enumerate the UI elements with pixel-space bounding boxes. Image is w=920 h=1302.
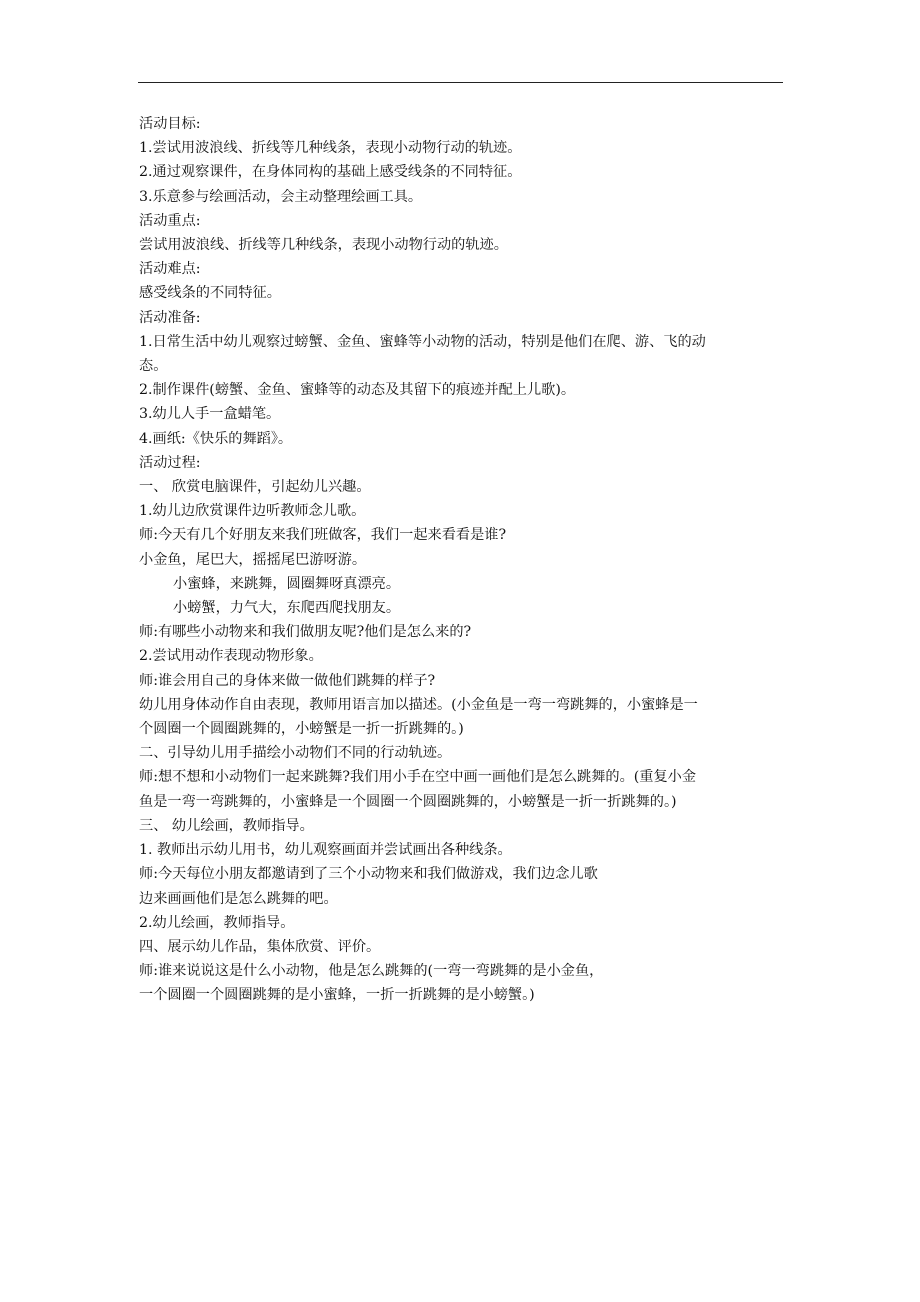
heading-difficulties: 活动难点: (139, 261, 201, 278)
text-line: 一个圆圈一个圆圈跳舞的是小蜜蜂，一折一折跳舞的是小螃蟹。) (139, 987, 535, 1004)
text-line: 1.尝试用波浪线、折线等几种线条，表现小动物行动的轨迹。 (139, 140, 522, 157)
text-line: 师:今天每位小朋友都邀请到了三个小动物来和我们做游戏，我们边念儿歌 (139, 866, 598, 883)
text-line: 师:今天有几个好朋友来我们班做客，我们一起来看看是谁? (139, 527, 507, 544)
text-line: 鱼是一弯一弯跳舞的，小蜜蜂是一个圆圈一个圆圈跳舞的，小螃蟹是一折一折跳舞的。) (139, 793, 677, 810)
text-line: 3.乐意参与绘画活动，会主动整理绘画工具。 (139, 188, 423, 205)
text-line: 1. 教师出示幼儿用书，幼儿观察画面并尝试画出各种线条。 (139, 842, 512, 859)
text-line: 态。 (139, 358, 168, 375)
text-line: 幼儿用身体动作自由表现，教师用语言加以描述。(小金鱼是一弯一弯跳舞的，小蜜蜂是一 (139, 696, 698, 713)
heading-key-points: 活动重点: (139, 212, 201, 229)
text-line: 师:谁会用自己的身体来做一做他们跳舞的样子? (139, 672, 436, 689)
text-line: 尝试用波浪线、折线等几种线条，表现小动物行动的轨迹。 (139, 237, 508, 254)
text-line: 二、引导幼儿用手描绘小动物们不同的行动轨迹。 (139, 745, 452, 762)
text-line: 师:想不想和小动物们一起来跳舞?我们用小手在空中画一画他们是怎么跳舞的。(重复小金 (139, 769, 697, 786)
text-line: 三、 幼儿绘画，教师指导。 (139, 817, 314, 834)
text-line: 1.幼儿边欣赏课件边听教师念儿歌。 (139, 503, 366, 520)
heading-goals: 活动目标: (139, 116, 201, 132)
heading-process: 活动过程: (139, 454, 201, 471)
text-line: 2.通过观察课件，在身体同构的基础上感受线条的不同特征。 (139, 164, 522, 181)
text-line: 感受线条的不同特征。 (139, 285, 281, 302)
header-rule (138, 82, 783, 83)
text-line: 2.幼儿绘画，教师指导。 (139, 914, 295, 931)
text-line: 2.制作课件(螃蟹、金鱼、蜜蜂等的动态及其留下的痕迹并配上儿歌)。 (139, 382, 576, 399)
text-line: 个圆圈一个圆圈跳舞的，小螃蟹是一折一折跳舞的。) (139, 721, 464, 738)
text-line: 1.日常生活中幼儿观察过螃蟹、金鱼、蜜蜂等小动物的活动，特别是他们在爬、游、飞的动 (139, 333, 706, 350)
text-line: 四、展示幼儿作品，集体欣赏、评价。 (139, 938, 381, 955)
text-line: 边来画画他们是怎么跳舞的吧。 (139, 890, 338, 907)
document-body (139, 112, 784, 1008)
text-line: 师:谁来说说这是什么小动物，他是怎么跳舞的(一弯一弯跳舞的是小金鱼， (139, 963, 604, 980)
text-line: 一、 欣赏电脑课件，引起幼儿兴趣。 (139, 479, 371, 496)
text-line: 2.尝试用动作表现动物形象。 (139, 648, 323, 665)
rhyme-line: 小金鱼，尾巴大，摇摇尾巴游呀游。 (139, 551, 367, 568)
text-line: 3.幼儿人手一盒蜡笔。 (139, 406, 281, 423)
text-line: 师:有哪些小动物来和我们做朋友呢?他们是怎么来的? (139, 624, 472, 641)
rhyme-line: 小螃蟹，力气大，东爬西爬找朋友。 (173, 600, 401, 617)
heading-preparation: 活动准备: (139, 309, 201, 326)
rhyme-line: 小蜜蜂，来跳舞，圆圈舞呀真漂亮。 (173, 575, 401, 592)
text-line: 4.画纸:《快乐的舞蹈》。 (139, 430, 293, 447)
